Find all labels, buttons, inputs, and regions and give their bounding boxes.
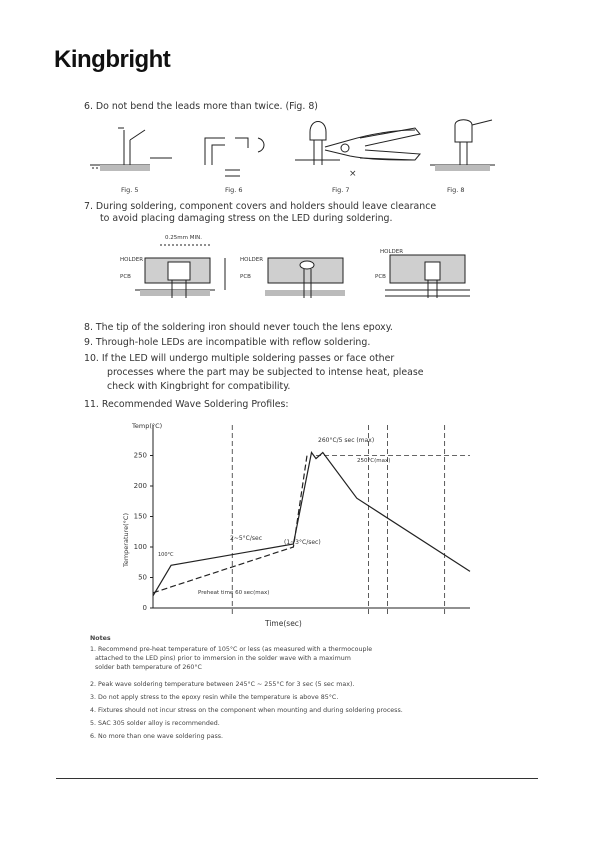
chart-y-tick-label: 50 [138, 573, 147, 582]
pcb-label-3: PCB [375, 274, 386, 280]
chart-ramp2-label: (1~3°C/sec) [284, 539, 321, 546]
note-5: 5. SAC 305 solder alloy is recommended. [90, 720, 220, 727]
chart-y-axis-label: Temperature(°C) [122, 512, 130, 568]
chart-preheat-temp-label: 100°C [158, 552, 174, 558]
chart-peak-label: 260°C/5 sec (max) [318, 437, 375, 444]
fig-5-drawing [90, 128, 172, 171]
chart-series-line [153, 453, 470, 596]
item-10-line-1: 10. If the LED will undergo multiple soldering passes or face other [84, 353, 395, 364]
item-7-line-1: 7. During soldering, component covers and holders should leave clearance [84, 201, 437, 212]
chart-y-tick-label: 0 [142, 604, 147, 612]
chart-y-tick-label: 100 [133, 543, 147, 551]
footer-rule [56, 778, 538, 779]
chart-y-tick-label: 150 [133, 512, 147, 521]
note-3: 3. Do not apply stress to the epoxy resin while the temperature is above 85°C. [90, 694, 339, 701]
fig-8-drawing [430, 120, 495, 171]
clearance-label: 0.25mm MIN. [165, 235, 202, 241]
note-1-a: 1. Recommend pre-heat temperature of 105°C or less (as measured with a thermocouple [90, 646, 373, 653]
fig-7-drawing [295, 122, 420, 180]
fig-7-cross: × [349, 169, 357, 179]
fig-7-label: Fig. 7 [332, 186, 350, 194]
brand-logo: Kingbright [54, 46, 171, 73]
chart-melt-label: 250°C(max) [357, 458, 391, 464]
chart-y-tick-label: 250 [133, 451, 147, 460]
fig-6-label: Fig. 6 [225, 186, 243, 194]
pcb-label-2: PCB [240, 274, 251, 280]
chart-preheat-time-label: Preheat time 60 sec(max) [198, 590, 270, 596]
holder-label-3: HOLDER [380, 249, 404, 255]
chart-x-axis-label: Time(sec) [265, 619, 302, 628]
item-10-line-2: processes where the part may be subjected to intense heat, please [107, 367, 424, 378]
item-11: 11. Recommended Wave Soldering Profiles: [84, 399, 289, 410]
holder-label-2: HOLDER [240, 257, 264, 263]
fig-8-label: Fig. 8 [447, 186, 465, 194]
note-6: 6. No more than one wave soldering pass. [90, 733, 224, 740]
item-8: 8. The tip of the soldering iron should never touch the lens epoxy. [84, 322, 393, 333]
chart-ramp1-label: 2~5°C/sec [230, 535, 262, 542]
holder-label-1: HOLDER [120, 257, 144, 263]
item-10-line-3: check with Kingbright for compatibility. [107, 381, 291, 392]
note-1-b: attached to the LED pins) prior to immersion in the solder wave with a maximum [95, 655, 351, 662]
chart-y-axis-top-label: Temp(°C) [132, 422, 163, 430]
note-2: 2. Peak wave soldering temperature between 245°C ~ 255°C for 3 sec (5 sec max). [90, 681, 355, 688]
item-7-line-2: to avoid placing damaging stress on the LED during soldering. [100, 213, 393, 224]
fig-6-drawing [205, 138, 264, 176]
note-4: 4. Fixtures should not incur stress on the component when mounting and during soldering process. [90, 707, 403, 714]
chart-series-line [153, 456, 307, 593]
holder-figures [135, 245, 470, 298]
note-1-c: solder bath temperature of 260°C [95, 664, 202, 671]
fig-5-label: Fig. 5 [121, 186, 139, 194]
chart-y-tick-label: 200 [133, 482, 147, 490]
notes-title: Notes [90, 635, 111, 642]
item-6: 6. Do not bend the leads more than twice. (Fig. 8) [84, 101, 318, 112]
pcb-label-1: PCB [120, 274, 131, 280]
item-9: 9. Through-hole LEDs are incompatible with reflow soldering. [84, 337, 371, 348]
